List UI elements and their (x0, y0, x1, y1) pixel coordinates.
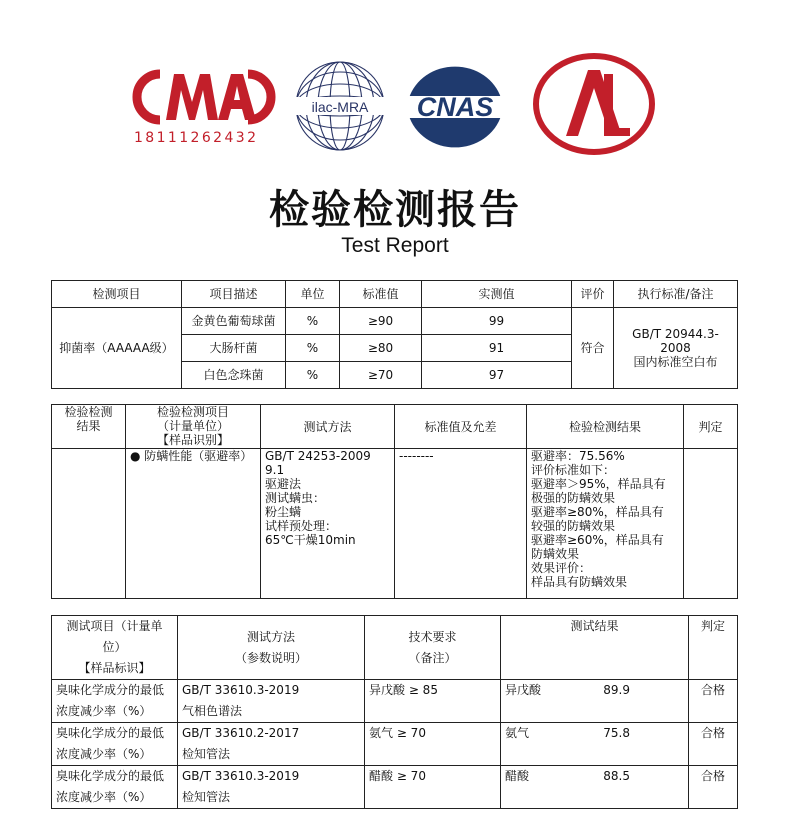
test-item-cell: 臭味化学成分的最低 浓度减少率（%） (52, 680, 178, 723)
remark-cell: GB/T 20944.3-2008 国内标准空白布 (614, 308, 738, 389)
unit-cell: % (286, 362, 340, 389)
table-header-row (52, 405, 738, 449)
requirement-cell: 氨气 ≥ 70 (365, 723, 501, 766)
header-cell: 项目描述 (182, 281, 286, 308)
test-item-cell: ● 防螨性能（驱避率） (126, 449, 261, 599)
anti-mite-table (51, 404, 738, 599)
standard-cell: ≥80 (340, 335, 422, 362)
requirement-cell: 醋酸 ≥ 70 (365, 766, 501, 809)
measured-cell: 99 (422, 308, 572, 335)
header-cell: 检验检测结果 (527, 405, 684, 449)
header-cell: 测试方法 （参数说明） (178, 616, 365, 680)
desc-cell: 白色念珠菌 (182, 362, 286, 389)
verdict-cell: 合格 (689, 723, 738, 766)
table-row (52, 449, 738, 599)
header-cell: 技术要求 （备注） (365, 616, 501, 680)
verdict-cell: 合格 (689, 680, 738, 723)
table-row (52, 723, 738, 766)
result-name: 异戊酸 (505, 683, 542, 697)
desc-cell: 金黄色葡萄球菌 (182, 308, 286, 335)
method-cell: GB/T 33610.3-2019 气相色谱法 (178, 680, 365, 723)
result-cell (501, 723, 689, 766)
header-cell: 标准值及允差 (395, 405, 527, 449)
method-cell: GB/T 33610.2-2017 检知管法 (178, 723, 365, 766)
report-title: 检验检测报告 (269, 187, 521, 233)
header-cell: 评价 (572, 281, 614, 308)
evaluation-cell: 符合 (572, 308, 614, 389)
test-item-cell: 臭味化学成分的最低 浓度减少率（%） (52, 723, 178, 766)
header-cell: 检测项目 (52, 281, 182, 308)
method-cell: GB/T 33610.3-2019 检知管法 (178, 766, 365, 809)
table-header-row (52, 616, 738, 680)
svg-text:ilac-MRA: ilac-MRA (311, 99, 369, 115)
unit-cell: % (286, 335, 340, 362)
cma-number: 181112624​32 (134, 130, 259, 146)
ilac-mra-logo (290, 60, 390, 152)
header-cell: 检验检测 结果 (52, 405, 126, 449)
measured-cell: 91 (422, 335, 572, 362)
desc-cell: 大肠杆菌 (182, 335, 286, 362)
unit-cell: % (286, 308, 340, 335)
verdict-cell (684, 449, 738, 599)
svg-text:CNAS: CNAS (416, 92, 494, 122)
report-subtitle: Test Report (341, 234, 449, 257)
header-cell: 测试结果 (501, 616, 689, 680)
table-row (52, 680, 738, 723)
result-value: 88.5 (603, 769, 630, 783)
header-cell: 测试方法 (261, 405, 395, 449)
test-item-cell: 抑菌率（AAAAA级） (52, 308, 182, 389)
header-cell: 检验检测项目 （计量单位） 【样品识别】 (126, 405, 261, 449)
test-item-cell: 臭味化学成分的最低 浓度减少率（%） (52, 766, 178, 809)
odor-reduction-table (51, 615, 738, 809)
header-cell: 判定 (684, 405, 738, 449)
table-row (52, 308, 738, 335)
result-value: 75.8 (603, 726, 630, 740)
header-cell: 执行标准/备注 (614, 281, 738, 308)
result-cell: 驱避率：75.56% 评价标准如下： 驱避率＞95%，样品具有 极强的防螨效果 驱避率≥80%，样品具有 较强的防螨效果 驱避率≥60%，样品具有 防螨效果 效果评价： 样品具有防螨效果 (527, 449, 684, 599)
standard-cell: ≥70 (340, 362, 422, 389)
cal-logo (530, 52, 658, 156)
empty-cell (52, 449, 126, 599)
cnas-logo (395, 60, 515, 152)
method-cell: GB/T 24253-2009 9.1 驱避法 测试螨虫： 粉尘螨 试样预处理： 65℃干燥10min (261, 449, 395, 599)
header-cell: 实测值 (422, 281, 572, 308)
verdict-cell: 合格 (689, 766, 738, 809)
result-cell (501, 680, 689, 723)
result-name: 氨气 (505, 726, 530, 740)
requirement-cell: 异戊酸 ≥ 85 (365, 680, 501, 723)
table-row (52, 766, 738, 809)
standard-cell: ≥90 (340, 308, 422, 335)
result-value: 89.9 (603, 683, 630, 697)
tolerance-cell: -------- (395, 449, 527, 599)
result-cell (501, 766, 689, 809)
antibacterial-table (51, 280, 738, 389)
header-cell: 标准值 (340, 281, 422, 308)
table-header-row (52, 281, 738, 308)
header-cell: 测试项目（计量单位） 【样品标识】 (52, 616, 178, 680)
measured-cell: 97 (422, 362, 572, 389)
result-name: 醋酸 (505, 769, 530, 783)
header-cell: 单位 (286, 281, 340, 308)
header-cell: 判定 (689, 616, 738, 680)
